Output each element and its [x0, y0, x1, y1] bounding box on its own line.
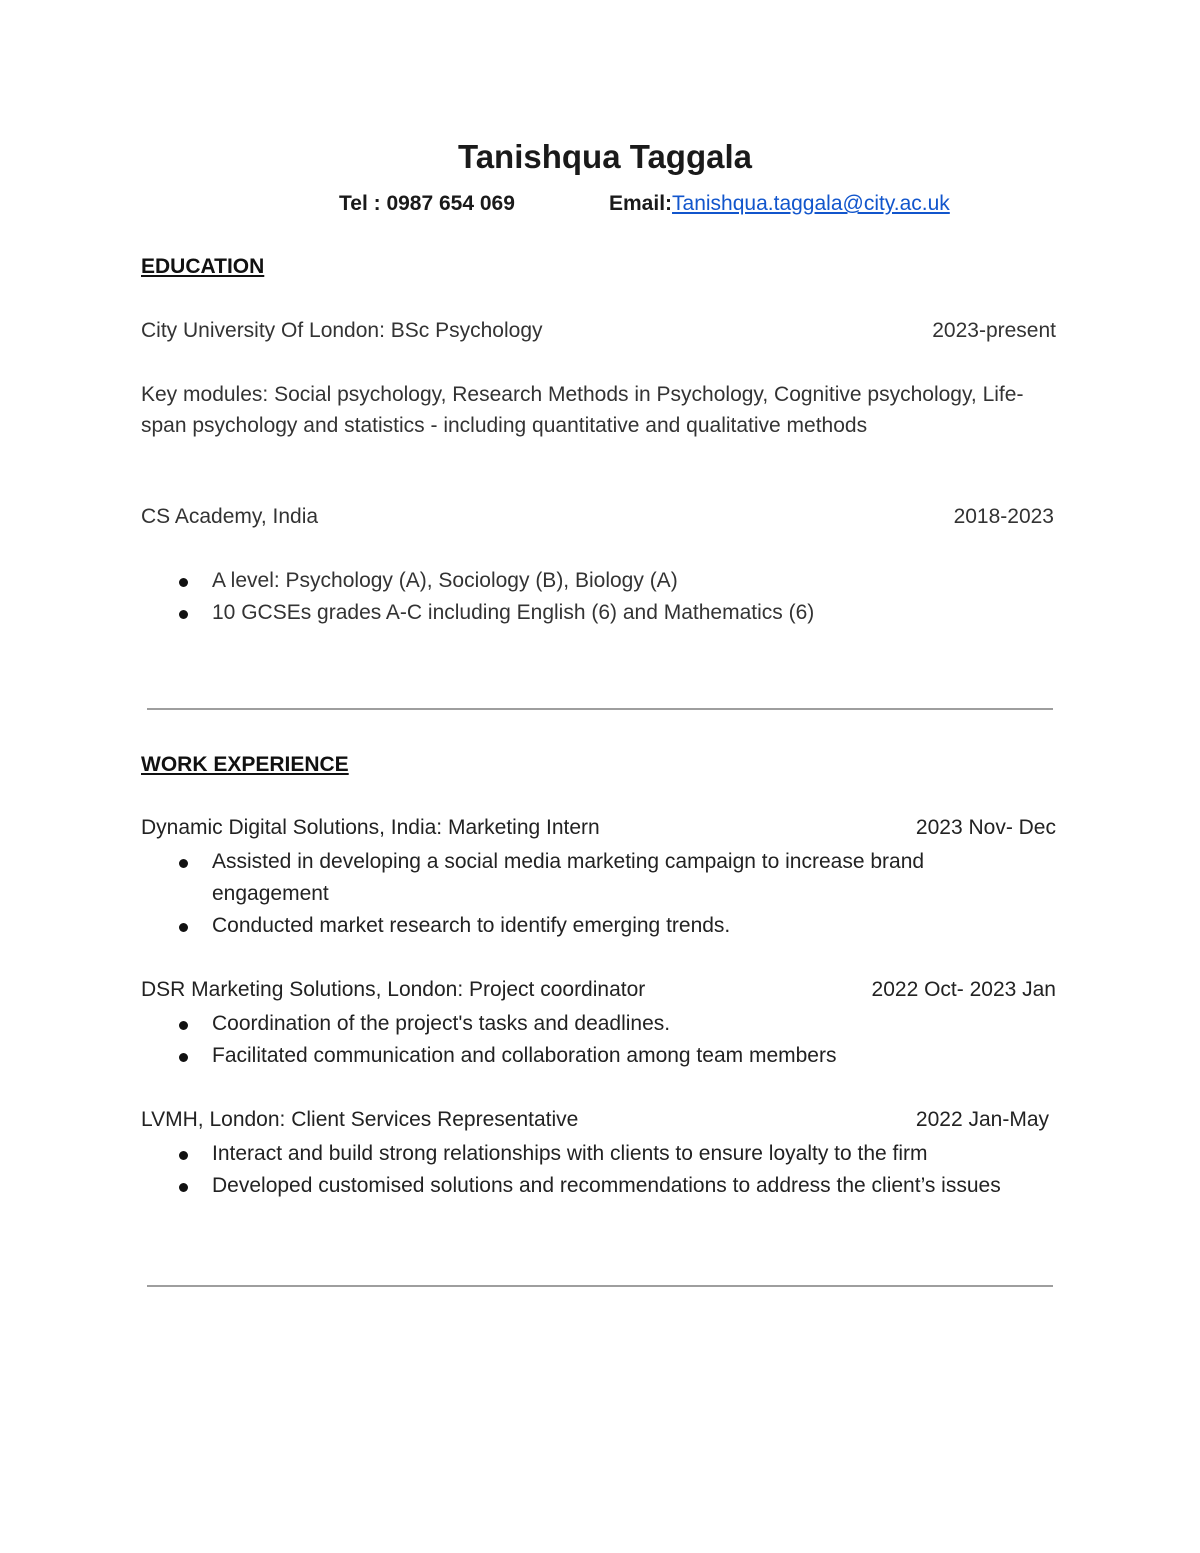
list-item: 10 GCSEs grades A-C including English (6) and Mathematics (6) [141, 597, 1041, 629]
section-divider [147, 1285, 1053, 1287]
list-item: Assisted in developing a social media marketing campaign to increase brand engagement [141, 846, 1041, 910]
education-institution-2: CS Academy, India [141, 505, 319, 528]
phone-number: Tel : 0987 654 069 [339, 192, 515, 215]
job-bullets-3 [141, 1138, 1041, 1202]
candidate-name: Tanishqua Taggala [458, 138, 752, 175]
job-title-2: DSR Marketing Solutions, London: Project coordinator [141, 978, 646, 1001]
email-label: Email: [609, 192, 673, 215]
education-bullets [141, 565, 1041, 629]
job-title-1: Dynamic Digital Solutions, India: Marketing Intern [141, 816, 600, 839]
section-divider [147, 708, 1053, 710]
email-contact [609, 192, 950, 216]
list-item: Developed customised solutions and recommendations to address the client’s issues [141, 1170, 1041, 1202]
list-item: A level: Psychology (A), Sociology (B), Biology (A) [141, 565, 1041, 597]
email-link[interactable]: Tanishqua.taggala@city.ac.uk [672, 192, 950, 215]
education-dates-1: 2023-present [932, 319, 1056, 342]
education-institution-1: City University Of London: BSc Psychology [141, 319, 543, 342]
list-item: Conducted market research to identify emerging trends. [141, 910, 1041, 942]
job-bullets-2 [141, 1008, 1041, 1072]
job-dates-1: 2023 Nov- Dec [915, 816, 1056, 839]
education-dates-2: 2018-2023 [953, 505, 1054, 528]
list-item: Facilitated communication and collaboration among team members [141, 1040, 1041, 1072]
job-dates-3: 2022 Jan-May [915, 1108, 1049, 1131]
work-experience-heading: WORK EXPERIENCE [141, 753, 349, 776]
list-item: Coordination of the project's tasks and deadlines. [141, 1008, 1041, 1040]
job-bullets-1 [141, 846, 1041, 942]
job-title-3: LVMH, London: Client Services Representative [141, 1108, 579, 1131]
education-heading: EDUCATION [141, 255, 265, 278]
list-item: Interact and build strong relationships with clients to ensure loyalty to the firm [141, 1138, 1041, 1170]
education-key-modules: Key modules: Social psychology, Research Methods in Psychology, Cognitive psychology, Life-span psychology and statistics - including quantitative and qualitative methods [141, 383, 1024, 437]
job-dates-2: 2022 Oct- 2023 Jan [871, 978, 1056, 1001]
